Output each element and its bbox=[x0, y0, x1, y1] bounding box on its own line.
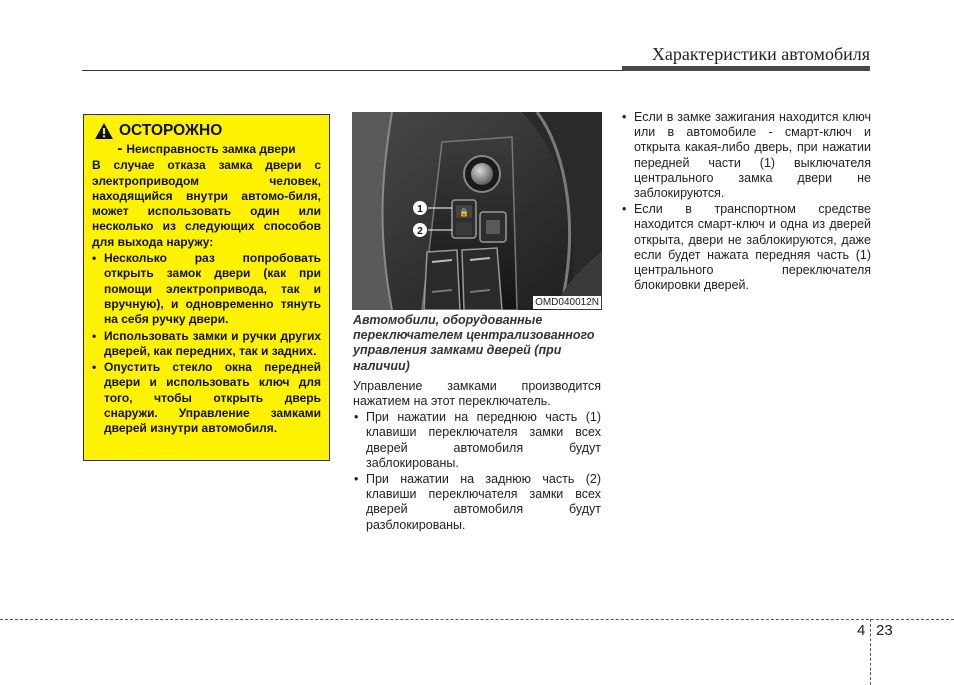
warning-title: ОСТОРОЖНО bbox=[119, 122, 223, 140]
page-number: 23 bbox=[876, 622, 893, 639]
right-list-item: • Если в транспортном средстве находится смарт-ключ и одна из дверей открыта, двери не заблокируются, даже если будет нажата передняя часть (1) центрального переключателя блокировки дверей. bbox=[621, 202, 871, 293]
warning-subtitle: Неисправность замка двери bbox=[126, 142, 296, 156]
warning-header bbox=[94, 122, 321, 140]
door-switch-photo bbox=[352, 112, 602, 310]
right-column bbox=[621, 109, 871, 293]
callout-2-label: 2 bbox=[417, 226, 423, 237]
figure-code: OMD040012N bbox=[535, 297, 599, 308]
warning-subtitle-line bbox=[92, 141, 321, 157]
chapter-number: 4 bbox=[857, 622, 866, 639]
middle-column bbox=[353, 313, 601, 533]
middle-list-item: • При нажатии на переднюю часть (1) клавиши переключателя замки всех дверей автомобиля будут заблокированы. bbox=[353, 410, 601, 471]
middle-list-item: • При нажатии на заднюю часть (2) клавиши переключателя замки всех дверей автомобиля будут разблокированы. bbox=[353, 472, 601, 533]
warning-triangle-icon bbox=[94, 122, 114, 140]
footer-divider bbox=[0, 619, 954, 620]
middle-intro: Управление замками производится нажатием на этот переключатель. bbox=[353, 378, 601, 409]
page-header-title: Характеристики автомобиля bbox=[651, 44, 870, 64]
right-list bbox=[621, 110, 871, 293]
middle-list bbox=[353, 410, 601, 533]
door-panel-illustration bbox=[352, 112, 602, 310]
warning-box bbox=[83, 114, 330, 461]
warning-list-item: • Опустить стекло окна передней двери и использовать ключ для того, чтобы открыть дверь снаружи. Управление замками дверей изнутри автомобиля. bbox=[92, 360, 321, 436]
warning-list-item: • Несколько раз попробовать открыть замок двери (как при помощи электропривода, так и вручную), и одновременно тянуть на себя ручку двери. bbox=[92, 251, 321, 327]
warning-intro: В случае отказа замка двери с электроприводом человек, находящийся внутри автомо-биля, может использовать один или несколько из следующих способов для выхода наружу: bbox=[92, 158, 321, 249]
right-list-item: • Если в замке зажигания находится ключ или в автомобиле - смарт-ключ и открыта какая-либо дверь, при нажатии передней части (1) выключателя центрального замка двери не заблокируются. bbox=[621, 110, 871, 201]
warning-subtitle-dash: - bbox=[117, 140, 123, 157]
callout-1-label: 1 bbox=[417, 204, 423, 215]
footer-page-separator bbox=[870, 619, 871, 685]
warning-list-item: • Использовать замки и ручки других дверей, как передних, так и задних. bbox=[92, 329, 321, 360]
figure-caption: Автомобили, оборудованные переключателем централизованного управления замками дверей (при наличии) bbox=[353, 313, 595, 373]
svg-text:🔒: 🔒 bbox=[459, 208, 469, 217]
warning-list bbox=[92, 251, 321, 437]
header-accent-bar bbox=[622, 66, 870, 71]
